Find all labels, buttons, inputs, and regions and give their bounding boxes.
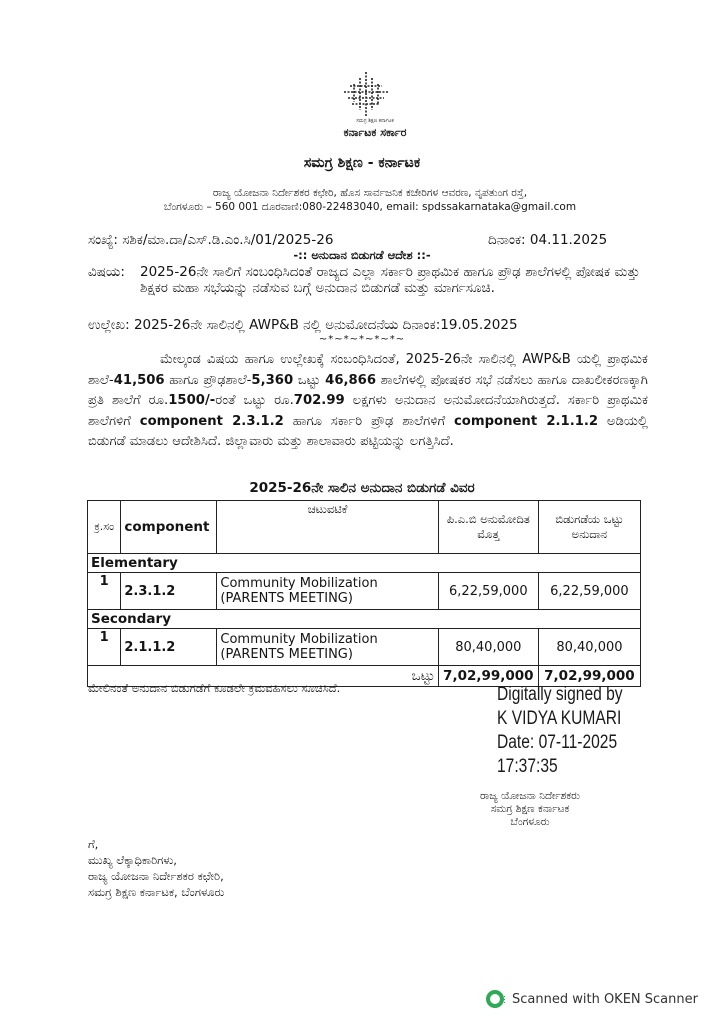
- header-released-amount: ಬಿಡುಗಡೆಯ ಒಟ್ಟು ಅನುದಾನ: [538, 501, 640, 554]
- total-label: ಒಟ್ಟು: [88, 666, 439, 687]
- body-text: ಒಟ್ಟು: [293, 372, 326, 388]
- subject-label: ವಿಷಯ:: [88, 264, 125, 280]
- recipient-line-3: ರಾಜ್ಯ ಯೋಜನಾ ನಿರ್ದೇಶಕರ ಕಛೇರಿ,: [88, 869, 224, 883]
- body-text: ಹಾಗೂ ಪ್ರೌಢಶಾಲೆ-: [164, 372, 252, 388]
- total-released-amount: 7,02,99,000: [538, 666, 640, 687]
- section-row-secondary: [88, 610, 641, 629]
- cell-pab-amount: 80,40,000: [438, 629, 538, 666]
- recipient-line-4: ಸಮಗ್ರ ಶಿಕ್ಷಣ ಕರ್ನಾಟಕ, ಬೆಂಗಳೂರು: [88, 885, 225, 899]
- cell-component: 2.3.1.2: [121, 573, 217, 610]
- activity-line-1: Community Mobilization: [220, 632, 378, 647]
- recipient-line-1: ಗೆ,: [88, 837, 99, 851]
- order-title: -:: ಅನುದಾನ ಬಿಡುಗಡೆ ಆದೇಶ ::-: [293, 248, 431, 262]
- table-row: [88, 629, 641, 666]
- table-row: [88, 573, 641, 610]
- cell-sno: 1: [88, 573, 121, 610]
- office-line-3: ಬೆಂಗಳೂರು: [510, 816, 550, 828]
- component-elementary: component 2.3.1.2: [139, 413, 284, 429]
- cell-pab-amount: 6,22,59,000: [438, 573, 538, 610]
- cell-component: 2.1.1.2: [121, 629, 217, 666]
- logo-small-text: ಸಮಗ್ರ ಶಿಕ್ಷಣ ಕರ್ನಾಟಕ: [356, 118, 394, 124]
- body-text: ಅಡಿಯಲ್ಲಿ ಬಿಡುಗಡೆ ಮಾಡಲು ಆದೇಶಿಸಿದೆ. ಜಿಲ್ಲಾವಾರು ಮತ್ತು ಶಾಲಾವಾರು ಪಟ್ಟಿಯನ್ನು ಲಗತ್ತಿಸಿದೆ.: [88, 413, 649, 449]
- activity-line-2: (PARENTS MEETING): [220, 647, 353, 662]
- secondary-school-count: 5,360: [251, 372, 294, 388]
- total-pab-amount: 7,02,99,000: [438, 666, 538, 687]
- office-address: [120, 186, 620, 214]
- section-name: Elementary: [88, 554, 641, 573]
- section-row-elementary: [88, 554, 641, 573]
- cell-activity: [217, 573, 438, 610]
- grant-release-table: [87, 500, 641, 687]
- section-divider: ~*~*~*~*~*~: [318, 334, 406, 345]
- body-text: ಶಾಲೆಗಳಲ್ಲಿ ಪೋಷಕರ ಸಭೆ ನಡೆಸಲು ಹಾಗೂ ದಾಖಲೀಕರಣಕ್ಕಾಗಿ ಪ್ರತಿ ಶಾಲೆಗೆ ರೂ.: [88, 372, 648, 408]
- header-activity: ಚಟುವಟಿಕೆ: [217, 501, 438, 554]
- per-school-amount: 1500/-: [168, 393, 216, 408]
- recipient-line-2: ಮುಖ್ಯ ಲೆಕ್ಕಾಧಿಕಾರಿಗಳು,: [88, 853, 177, 867]
- logo-govt-name: ಕರ್ನಾಟಕ ಸರ್ಕಾರ: [343, 126, 407, 139]
- table-title: 2025-26ನೇ ಸಾಲಿನ ಅನುದಾನ ಬಿಡುಗಡೆ ವಿವರ: [249, 480, 475, 496]
- section-name: Secondary: [88, 610, 641, 629]
- subject-text: 2025-26ನೇ ಸಾಲಿಗೆ ಸಂಬಂಧಿಸಿದಂತೆ ರಾಜ್ಯದ ಎಲ್ಲಾ ಸರ್ಕಾರಿ ಪ್ರಾಥಮಿಕ ಹಾಗೂ ಪ್ರೌಢ ಶಾಲೆಗಳಲ್ಲಿ ಪೋಷಕ ಮತ್ತು ಶಿಕ್ಷಕರ ಮಹಾ ಸಭೆಯನ್ನು ನಡೆಸುವ ಬಗ್ಗೆ ಅನುದಾನ ಬಿಡುಗಡೆ ಮತ್ತು ಮಾರ್ಗಸೂಚಿ.: [140, 264, 640, 296]
- activity-line-2: (PARENTS MEETING): [220, 591, 353, 606]
- body-text: ಮೇಲ್ಕಂಡ ವಿಷಯ ಹಾಗೂ ಉಲ್ಲೇಖಕ್ಕೆ ಸಂಬಂಧಿಸಿದಂತೆ, 2025-26ನೇ ಸಾಲಿನಲ್ಲಿ AWP&B ಯಲ್ಲಿ ಪ್ರಾಥಮಿಕ ಶಾಲೆ-: [88, 352, 648, 388]
- body-text: ಲಕ್ಷಗಳು ಅನುದಾನ ಅನುಮೋದನೆಯಾಗಿರುತ್ತದೆ. ಸರ್ಕಾರಿ ಪ್ರಾಥಮಿಕ ಶಾಲೆಗಳಿಗೆ: [88, 393, 649, 429]
- scanner-watermark: [486, 990, 698, 1008]
- subject: [88, 264, 648, 296]
- signatory-office: [440, 790, 620, 829]
- scanner-text: Scanned with OKEN Scanner: [512, 991, 698, 1007]
- signature-time: 17:37:35: [497, 756, 558, 777]
- address-line-2: ಬೆಂಗಳೂರು – 560 001 ದೂರವಾಣಿ:080-22483040, email: spdssakarnataka@gmail.com: [163, 201, 577, 213]
- body-text: ರಂತೆ ಒಟ್ಟು ರೂ.: [215, 393, 294, 408]
- header-component: component: [121, 501, 217, 554]
- oken-scanner-icon: [486, 990, 504, 1008]
- body-text: ಹಾಗೂ ಸರ್ಕಾರಿ ಪ್ರೌಢ ಶಾಲೆಗಳಿಗೆ: [283, 413, 454, 429]
- signer-name: K VIDYA KUMARI: [497, 708, 622, 729]
- org-title: ಸಮಗ್ರ ಶಿಕ್ಷಣ - ಕರ್ನಾಟಕ: [303, 155, 421, 171]
- cell-released-amount: 6,22,59,000: [538, 573, 640, 610]
- signature-line-1: Digitally signed by: [497, 684, 623, 705]
- table-header-row: [88, 501, 641, 554]
- order-date: ದಿನಾಂಕ: 04.11.2025: [488, 232, 608, 248]
- total-lakhs: 702.99: [293, 393, 345, 408]
- reference-line: ಉಲ್ಲೇಖ: 2025-26ನೇ ಸಾಲಿನಲ್ಲಿ AWP&B ನಲ್ಲಿ ಅನುಮೋದನೆಯ ದಿನಾಂಕ:19.05.2025: [88, 317, 518, 333]
- reference-number: ಸಂಖ್ಯೆ: ಸಶಿಕ/ಮಾ.ದಾ/ಎಸ್.ಡಿ.ಎಂ.ಸಿ/01/2025-26: [88, 232, 334, 248]
- office-line-2: ಸಮಗ್ರ ಶಿಕ್ಷಣ ಕರ್ನಾಟಕ: [490, 803, 570, 815]
- activity-line-1: Community Mobilization: [220, 576, 378, 591]
- digital-signature: [497, 683, 623, 779]
- header-pab-amount: ಪಿ.ಎ.ಬಿ ಅನುಮೋದಿತ ಮೊತ್ತ: [438, 501, 538, 554]
- cell-activity: [217, 629, 438, 666]
- signature-date: Date: 07-11-2025: [497, 732, 618, 753]
- cell-sno: 1: [88, 629, 121, 666]
- primary-school-count: 41,506: [113, 372, 165, 388]
- office-line-1: ರಾಜ್ಯ ಯೋಜನಾ ನಿರ್ದೇಶಕರು: [479, 790, 581, 802]
- footer-instruction: ಮೇಲಿನಂತೆ ಅನುದಾನ ಬಿಡುಗಡೆಗೆ ಕೂಡಲೇ ಕ್ರಮವಹಿಸಲು ಸೂಚಿಸಿದೆ.: [88, 681, 341, 695]
- address-line-1: ರಾಜ್ಯ ಯೋಜನಾ ನಿರ್ದೇಶಕರ ಕಛೇರಿ, ಹೊಸ ಸಾರ್ವಜನಿಕ ಕಚೇರಿಗಳ ಆವರಣ, ನೃಪತುಂಗ ರಸ್ತೆ,: [212, 187, 528, 199]
- total-school-count: 46,866: [325, 372, 377, 388]
- component-secondary: component 2.1.1.2: [453, 413, 599, 429]
- header-sno: ಕ್ರ.ಸಂ: [88, 501, 121, 554]
- cell-released-amount: 80,40,000: [538, 629, 640, 666]
- recipient-block: [88, 836, 224, 900]
- body-paragraph: [88, 350, 648, 453]
- govt-logo-emblem: [336, 70, 396, 118]
